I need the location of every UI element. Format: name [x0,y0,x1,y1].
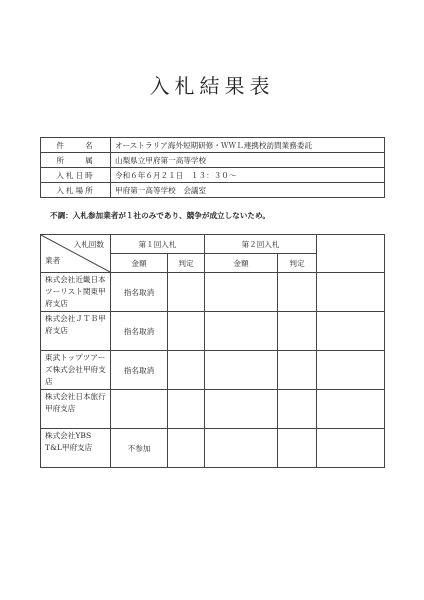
round-2-amount-header: 金額 [205,254,278,273]
table-row [41,390,385,429]
table-row [41,273,385,312]
table-row [41,351,385,390]
round-1-result [168,390,205,429]
round-2-header: 第２回入札 [205,235,317,254]
table-row [41,312,385,351]
round-2-result-header: 判定 [278,254,317,273]
round-2-result [278,390,317,429]
round-2-result [278,351,317,390]
info-label-datetime: 入札日時 [41,168,111,183]
round-2-amount [205,273,278,312]
info-value-datetime: 令和６年６月２１日 １３：３０～ [111,168,385,183]
round-1-result [168,351,205,390]
round-1-header: 第１回入札 [111,235,205,254]
results-table [40,234,385,468]
results-header-row [41,235,385,254]
extra-cell [317,312,385,351]
bidder-name: 株式会社近畿日本ツーリスト関東甲府支店 [41,273,111,312]
round-2-amount [205,390,278,429]
extra-cell [317,429,385,468]
info-row-department [41,153,385,168]
round-2-amount [205,429,278,468]
round-1-result-header: 判定 [168,254,205,273]
round-1-result [168,273,205,312]
info-value-department: 山梨県立甲府第一高等学校 [111,153,385,168]
round-1-result [168,312,205,351]
info-row-subject [41,138,385,153]
bidder-name: 東武トップツアーズ株式会社甲府支店 [41,351,111,390]
round-1-result [168,429,205,468]
info-value-subject: オーストラリア海外短期研修・ＷＷＬ連携校訪問業務委託 [111,138,385,153]
round-bidder-header-cell [41,235,111,273]
bidder-name: 株式会社YBS T&L甲府支店 [41,429,111,468]
extra-cell [317,390,385,429]
table-row [41,429,385,468]
round-2-amount [205,351,278,390]
info-label-place: 入札場所 [41,183,111,198]
round-1-amount: 指名取消 [111,273,168,312]
round-1-amount: 指名取消 [111,312,168,351]
info-label-subject: 件 名 [41,138,111,153]
round-2-result [278,429,317,468]
extra-cell [317,273,385,312]
info-row-place [41,183,385,198]
info-row-datetime [41,168,385,183]
bidder-name: 株式会社ＪＴＢ甲府支店 [41,312,111,351]
round-1-amount: 指名取消 [111,351,168,390]
round-2-amount [205,312,278,351]
document-title: 入札結果表 [149,74,275,98]
round-2-result [278,273,317,312]
notice-text: 不調：入札参加業者が１社のみであり、競争が成立しないため。 [50,211,270,220]
info-table [40,137,385,198]
bidder-header: 業者 [45,256,61,265]
round-1-amount-header: 金額 [111,254,168,273]
extra-header-cell [317,235,385,273]
extra-cell [317,351,385,390]
info-value-place: 甲府第一高等学校 会議室 [111,183,385,198]
bidder-name: 株式会社日本旅行甲府支店 [41,390,111,429]
round-2-result [278,312,317,351]
round-1-amount [111,390,168,429]
info-label-department: 所 属 [41,153,111,168]
round-header: 入札回数 [73,240,104,249]
round-1-amount: 不参加 [111,429,168,468]
